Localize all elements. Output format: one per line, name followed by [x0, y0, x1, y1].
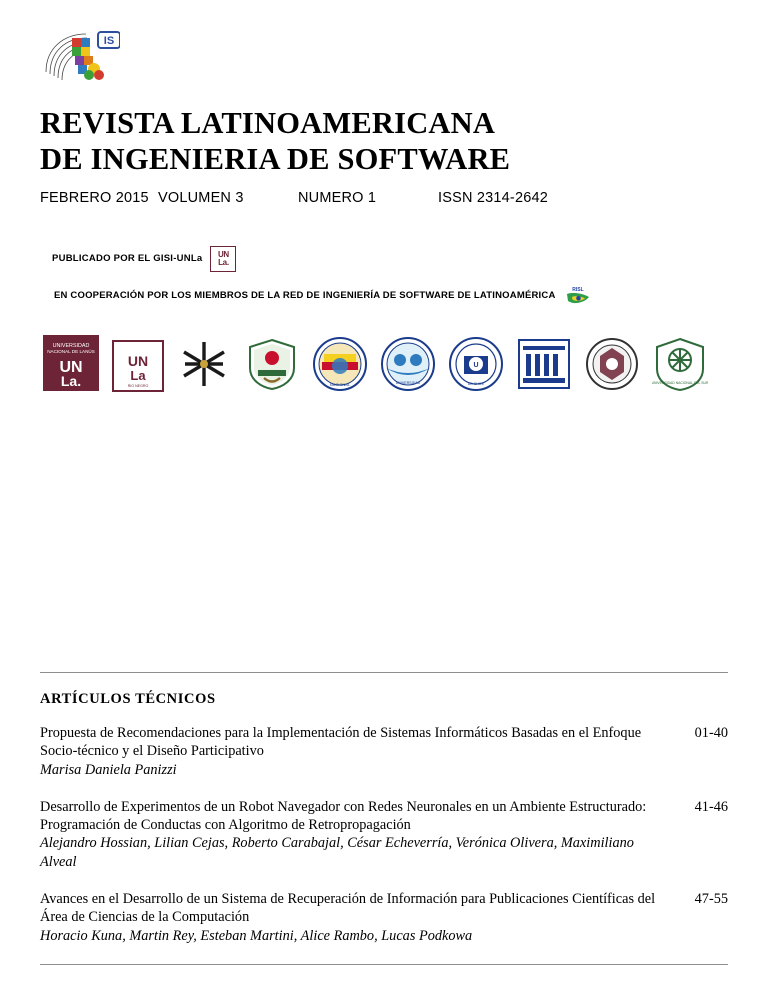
- journal-title-line-2: DE INGENIERIA DE SOFTWARE: [40, 141, 511, 176]
- issue-date: FEBRERO 2015: [40, 189, 149, 206]
- toc-section-title: ARTÍCULOS TÉCNICOS: [40, 691, 216, 707]
- svg-text:UN: UN: [127, 352, 149, 369]
- publisher-line-2: [54, 285, 728, 307]
- svg-text:UNIVERSIDAD: UNIVERSIDAD: [395, 380, 421, 385]
- unrn-crest: [112, 340, 164, 397]
- unlp-crest: [516, 336, 572, 397]
- uchile-crest: [448, 336, 504, 397]
- unla-logo: [210, 246, 236, 272]
- svg-text:DE CHILE: DE CHILE: [467, 381, 485, 386]
- unla-logo-bottom: La.: [218, 257, 229, 267]
- journal-title-line-1: REVISTA LATINOAMERICANA: [40, 106, 496, 140]
- member-university-crests: [42, 325, 728, 397]
- svg-text:UN: UN: [59, 358, 83, 376]
- publisher-block: [40, 246, 728, 307]
- toc-entry-title: Desarrollo de Experimentos de un Robot Navegador con Redes Neuronales en un Ambiente Estructurado: Programación de Conductas con Algoritmo de Retropropagación: [40, 798, 647, 834]
- toc-entry-authors: Horacio Kuna, Martin Rey, Esteban Martini, Alice Rambo, Lucas Podkowa: [40, 927, 473, 944]
- isistan-gisi-logo: [42, 28, 120, 90]
- toc-top-rule: [40, 672, 728, 673]
- toc-entry-main: [40, 890, 676, 945]
- svg-text:La: La: [130, 367, 146, 383]
- toc-entry[interactable]: [40, 798, 728, 871]
- toc-entry-title: Avances en el Desarrollo de un Sistema de Recuperación de Información para Publicaciones Científicas del Área de Ciencias de la Computación: [40, 891, 656, 926]
- untref-crest: [176, 336, 232, 397]
- svg-text:RIO NEGRO: RIO NEGRO: [127, 383, 149, 388]
- issue-number: NUMERO 1: [298, 189, 377, 206]
- toc-entry-pages: 47-55: [694, 891, 728, 908]
- svg-text:U: U: [473, 361, 479, 369]
- udelar-crest: [244, 336, 300, 397]
- unam-crest: [380, 336, 436, 397]
- svg-text:UNIVERSIDAD NACIONAL DEL SUR: UNIVERSIDAD NACIONAL DEL SUR: [652, 380, 708, 385]
- toc-entry-main: [40, 724, 676, 779]
- toc-entry[interactable]: [40, 890, 728, 945]
- publisher-line-1: [52, 246, 728, 272]
- svg-text:IS: IS: [103, 35, 115, 47]
- cooperation-text: EN COOPERACIÓN POR LOS MIEMBROS DE LA RED DE INGENIERÍA DE SOFTWARE DE LATINOAMÉRICA: [54, 290, 556, 302]
- toc-entry-authors: Marisa Daniela Panizzi: [40, 761, 177, 778]
- toc-entry-pages: 41-46: [694, 798, 728, 815]
- toc-entry[interactable]: [40, 724, 728, 779]
- svg-text:RISL: RISL: [571, 286, 584, 293]
- unal-crest: [312, 336, 368, 397]
- issue-info: [40, 190, 728, 206]
- toc-entry-title: Propuesta de Recomendaciones para la Implementación de Sistemas Informáticos Basadas en el Enfoque Socio-técnico y el Diseño Participativo: [40, 725, 642, 760]
- toc-bottom-rule: [40, 964, 728, 965]
- svg-text:NACIONAL: NACIONAL: [329, 381, 351, 387]
- utn-crest: [584, 336, 640, 397]
- toc-entry-authors: Alejandro Hossian, Lilian Cejas, Roberto Carabajal, César Echeverría, Verónica Olivera, Maximiliano Alveal: [40, 835, 634, 870]
- table-of-contents: [40, 672, 728, 965]
- publisher-text: PUBLICADO POR EL GISI-UNLa: [52, 253, 203, 265]
- cover-header: [40, 28, 728, 397]
- journal-title: [40, 106, 728, 178]
- toc-entry-main: [40, 798, 676, 871]
- unla-logo-top: UN: [217, 249, 229, 259]
- issue-volume: VOLUMEN 3: [158, 189, 244, 206]
- svg-text:NACIONAL DE LANÚS: NACIONAL DE LANÚS: [47, 348, 95, 354]
- unla-crest: [42, 334, 100, 397]
- issue-issn: ISSN 2314-2642: [438, 189, 549, 206]
- svg-text:UNIVERSIDAD: UNIVERSIDAD: [52, 342, 90, 349]
- svg-text:La.: La.: [60, 372, 82, 389]
- uns-crest: [652, 336, 708, 397]
- toc-entry-pages: 01-40: [694, 725, 728, 741]
- risl-brazil-flag-logo: [564, 285, 592, 307]
